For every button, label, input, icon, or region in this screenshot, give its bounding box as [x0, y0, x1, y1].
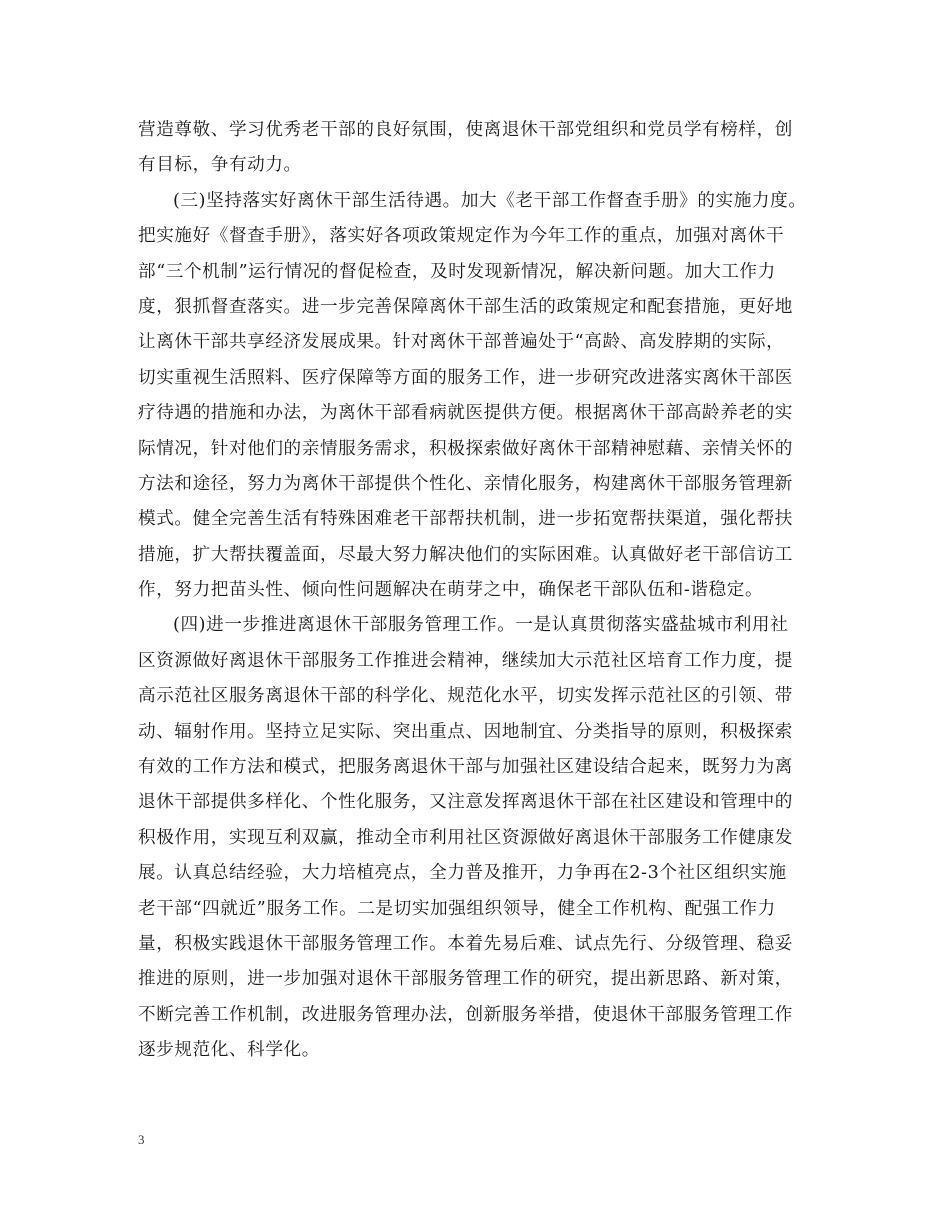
- text-line: 展。认真总结经验，大力培植亮点，全力普及推开，力争再在2-3个社区组织实施: [138, 863, 787, 884]
- text-line: 不断完善工作机制，改进服务管理办法，创新服务举措，使退休干部服务管理工作: [138, 1004, 793, 1025]
- paragraph-continuation: [138, 113, 828, 184]
- text-line: 部“三个机制”运行情况的督促检查，及时发现新情况，解决新问题。加大工作力: [138, 261, 776, 282]
- text-line: 疗待遇的措施和办法，为离休干部看病就医提供方便。根据离休干部高龄养老的实: [138, 403, 793, 424]
- text-line: (三)坚持落实好离休干部生活待遇。加大《老干部工作督查手册》的实施力度。: [173, 190, 807, 211]
- text-line: 把实施好《督查手册》，落实好各项政策规定作为今年工作的重点，加强对离休干: [138, 226, 785, 247]
- text-line: 度，狠抓督查落实。进一步完善保障离休干部生活的政策规定和配套措施，更好地: [138, 296, 793, 317]
- text-line: 切实重视生活照料、医疗保障等方面的服务工作，进一步研究改进落实离休干部医: [138, 367, 793, 388]
- text-line: 推进的原则，进一步加强对退休干部服务管理工作的研究，提出新思路、新对策，: [138, 969, 793, 990]
- text-line: 高示范社区服务离退休干部的科学化、规范化水平，切实发挥示范社区的引领、带: [138, 686, 793, 707]
- text-line: 有效的工作方法和模式，把服务离退休干部与加强社区建设结合起来，既努力为离: [138, 757, 793, 778]
- text-line: 量，积极实践退休干部服务管理工作。本着先易后难、试点先行、分级管理、稳妥: [138, 933, 793, 954]
- text-line: 退休干部提供多样化、个性化服务，又注意发挥离退休干部在社区建设和管理中的: [138, 792, 793, 813]
- text-line: 模式。健全完善生活有特殊困难老干部帮扶机制，进一步拓宽帮扶渠道，强化帮扶: [138, 509, 793, 530]
- text-line: (四)进一步推进离退休干部服务管理工作。一是认真贯彻落实盛盐城市利用社: [173, 615, 789, 636]
- text-line: 逐步规范化、科学化。: [138, 1040, 320, 1061]
- paragraph-section-4: [138, 608, 828, 1068]
- document-body: [138, 113, 828, 1069]
- text-line: 区资源做好离退休干部服务工作推进会精神，继续加大示范社区培育工作力度，提: [138, 650, 793, 671]
- text-line: 积极作用，实现互利双赢，推动全市利用社区资源做好离退休干部服务工作健康发: [138, 827, 793, 848]
- text-line: 际情况，针对他们的亲情服务需求，积极探索做好离休干部精神慰藉、亲情关怀的: [138, 438, 793, 459]
- text-line: 措施，扩大帮扶覆盖面，尽最大努力解决他们的实际困难。认真做好老干部信访工: [138, 544, 793, 565]
- text-line: 让离休干部共享经济发展成果。针对离休干部普遍处于“高龄、高发脖期的实际，: [138, 332, 785, 353]
- text-line: 动、辐射作用。坚持立足实际、突出重点、因地制宜、分类指导的原则，积极探索: [138, 721, 793, 742]
- text-line: 营造尊敬、学习优秀老干部的良好氛围，使离退休干部党组织和党员学有榜样，创: [138, 120, 793, 140]
- page-number: 3: [138, 1132, 145, 1147]
- text-line: 老干部“四就近”服务工作。二是切实加强组织领导，健全工作机构、配强工作力: [138, 898, 776, 919]
- paragraph-section-3: [138, 184, 828, 609]
- text-line: 作，努力把苗头性、倾向性问题解决在萌芽之中，确保老干部队伍和-谐稳定。: [138, 580, 764, 601]
- text-line: 有目标，争有动力。: [138, 155, 302, 176]
- text-line: 方法和途径，努力为离休干部提供个性化、亲情化服务，构建离休干部服务管理新: [138, 473, 793, 494]
